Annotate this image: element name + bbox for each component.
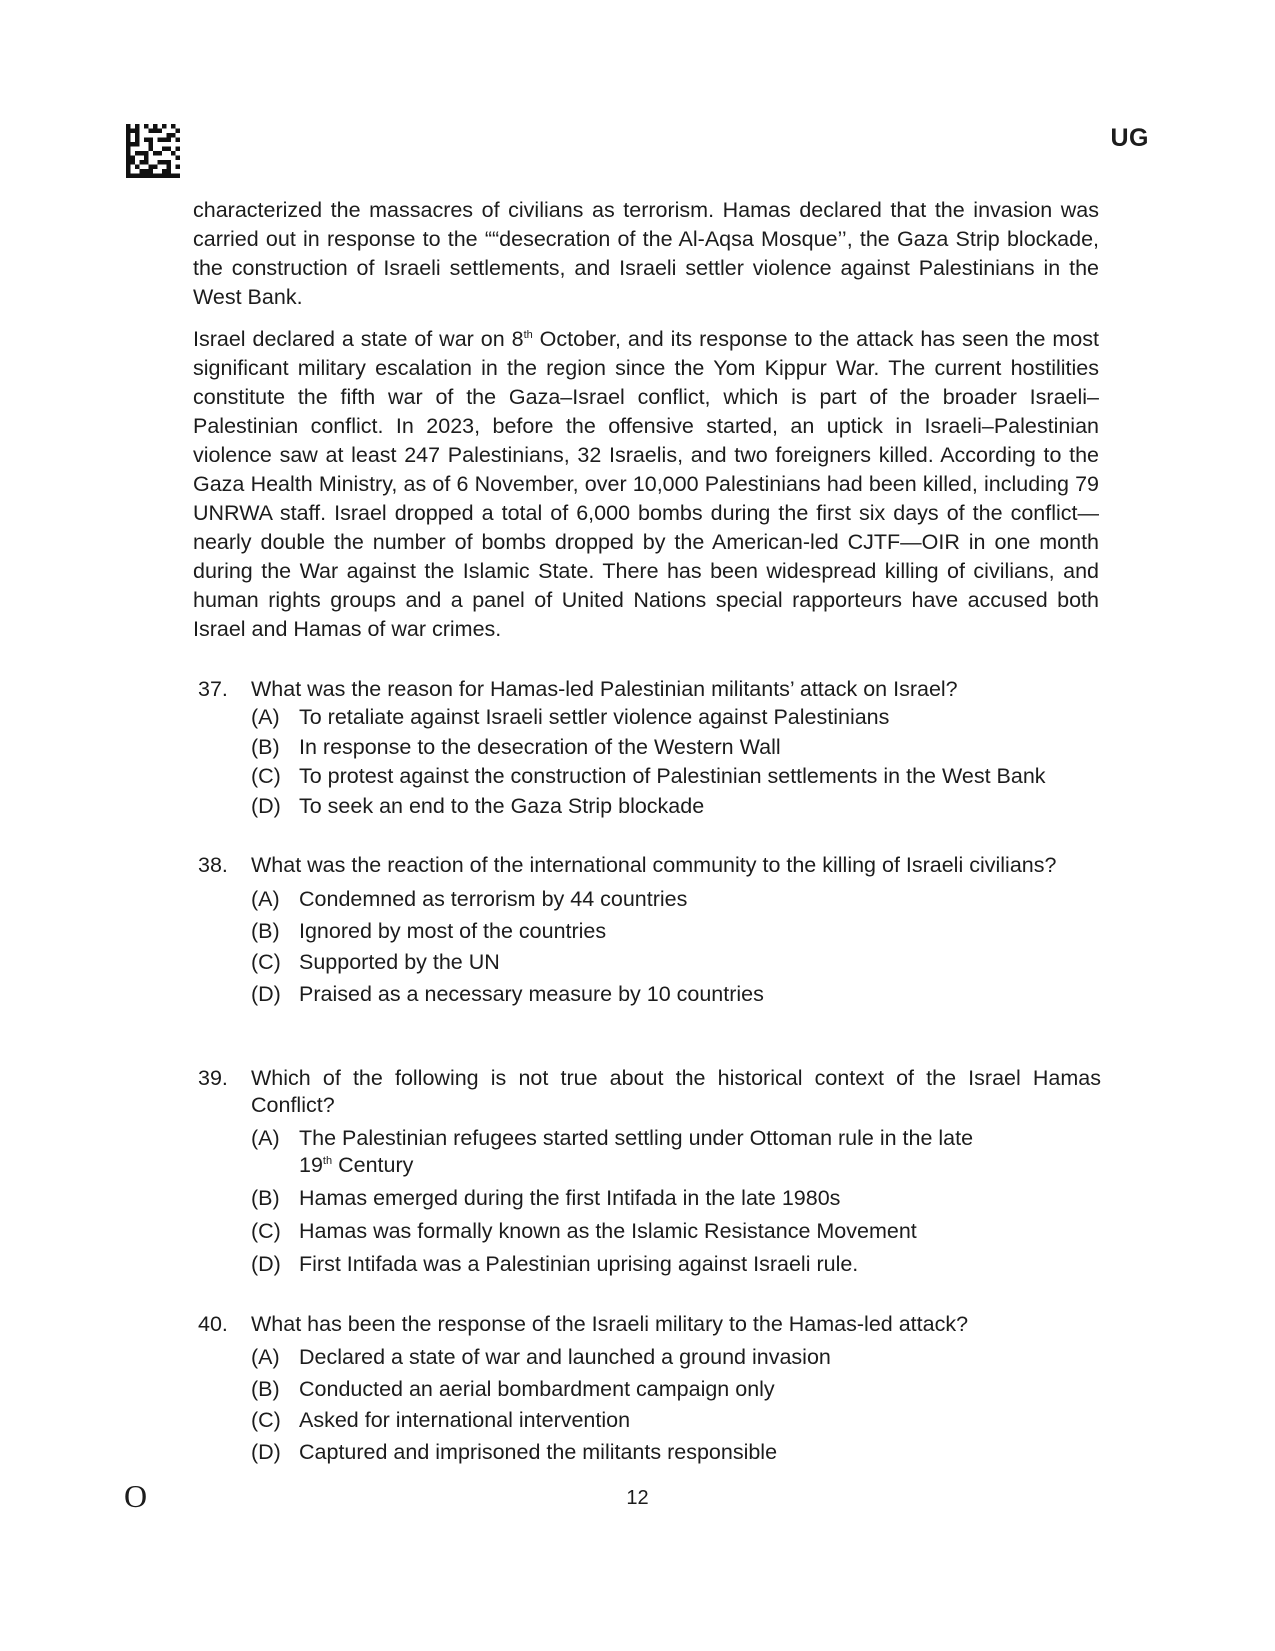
series-code: UG — [1110, 124, 1149, 152]
option-text: Hamas emerged during the first Intifada in the late 1980s — [299, 1186, 841, 1210]
option-letter: (D) — [251, 1439, 281, 1464]
option-text: Declared a state of war and launched a ground invasion — [299, 1345, 831, 1369]
option-letter: (A) — [251, 705, 280, 729]
option-a — [251, 1342, 1101, 1374]
option-text-line: 19 — [299, 1153, 323, 1177]
question-38 — [198, 852, 1101, 1010]
option-text: First Intifada was a Palestinian uprising against Israeli rule. — [299, 1252, 859, 1276]
booklet-code: O — [124, 1478, 148, 1514]
question-number: 40. — [198, 1312, 228, 1336]
option-letter: (B) — [251, 918, 280, 943]
passage-paragraph — [193, 325, 1099, 644]
option-c — [251, 1218, 1101, 1245]
question-number: 39. — [198, 1066, 228, 1090]
option-letter: (A) — [251, 1126, 280, 1150]
option-letter: (B) — [251, 734, 280, 759]
option-d — [251, 1251, 1101, 1278]
option-text: To protest against the construction of Palestinian settlements in the West Bank — [299, 764, 1046, 788]
question-number: 37. — [198, 677, 228, 701]
option-letter: (B) — [251, 1186, 280, 1210]
option-letter: (D) — [251, 793, 281, 818]
option-text-line: The Palestinian refugees started settling under Ottoman rule in the late — [299, 1126, 974, 1150]
option-text: To seek an end to the Gaza Strip blockade — [299, 793, 705, 818]
option-letter: (D) — [251, 981, 281, 1006]
option-text: To retaliate against Israeli settler violence against Palestinians — [299, 705, 890, 729]
option-text: Ignored by most of the countries — [299, 918, 607, 943]
passage-text: October, and its response to the attack has seen the most significant military escalation in the region since the Yom Kippur War. The current hostilities constitute the fifth war of the Gaza–Israel conflict, which is part of the broader Israeli–Palestinian conflict. In 2023, before the offensive started, an uptick in Israeli–Palestinian violence saw at least 247 Palestinians, 32 Israelis, and two foreigners killed. According to the Gaza Health Ministry, as of 6 November, over 10,000 Palestinians had been killed, including 79 UNRWA staff. Israel dropped a total of 6,000 bombs during the first six days of the conflict—nearly double the number of bombs dropped by the American-led CJTF—OIR in one month during the War against the Islamic State. There has been widespread killing of civilians, and human rights groups and a panel of United Nations special rapporteurs have accused both Israel and Hamas of war crimes. — [193, 327, 1099, 641]
question-text: What was the reaction of the international community to the killing of Israeli civilians? — [251, 853, 1057, 877]
option-c — [251, 762, 1101, 792]
ordinal-suffix: th — [523, 328, 533, 341]
ordinal-suffix: th — [322, 1154, 333, 1167]
question-text: Which of the following is not true about the historical context of the Israel Hamas Conflict? — [251, 1066, 1101, 1117]
option-a — [251, 1125, 1101, 1179]
passage-paragraph: characterized the massacres of civilians as terrorism. Hamas declared that the invasion was carried out in response to the ““desecration of the Al-Aqsa Mosque’’, the Gaza Strip blockade, the construction of Israeli settlements, and Israeli settler violence against Palestinians in the West Bank. — [193, 198, 1099, 309]
option-a — [251, 703, 1101, 733]
option-text-line: Century — [332, 1153, 414, 1177]
option-list — [198, 1125, 1101, 1278]
page-number: 12 — [626, 1487, 649, 1509]
question-number: 38. — [198, 853, 228, 877]
option-b — [251, 733, 1101, 763]
datamatrix-code-icon — [126, 124, 180, 178]
option-b — [251, 1374, 1101, 1406]
option-list — [198, 884, 1101, 1010]
option-text: In response to the desecration of the Western Wall — [299, 734, 781, 759]
option-text — [299, 1125, 1101, 1179]
option-text: Captured and imprisoned the militants responsible — [299, 1439, 778, 1464]
option-text: Conducted an aerial bombardment campaign only — [299, 1376, 775, 1401]
option-list — [198, 703, 1101, 821]
option-text: Condemned as terrorism by 44 countries — [299, 887, 688, 911]
option-text: Hamas was formally known as the Islamic Resistance Movement — [299, 1219, 917, 1243]
option-b — [251, 1185, 1101, 1212]
option-letter: (B) — [251, 1376, 280, 1401]
option-c — [251, 947, 1101, 979]
option-letter: (D) — [251, 1252, 281, 1276]
option-a — [251, 884, 1101, 916]
question-39 — [198, 1065, 1101, 1284]
option-text: Supported by the UN — [299, 950, 500, 974]
option-letter: (C) — [251, 1219, 281, 1243]
option-letter: (C) — [251, 1408, 281, 1432]
option-d — [251, 792, 1101, 822]
option-list — [198, 1342, 1101, 1468]
option-letter: (A) — [251, 1345, 280, 1369]
option-text: Asked for international intervention — [299, 1408, 631, 1432]
option-letter: (A) — [251, 887, 280, 911]
question-text: What was the reason for Hamas-led Palestinian militants’ attack on Israel? — [251, 677, 958, 701]
option-d — [251, 1437, 1101, 1469]
option-c — [251, 1405, 1101, 1437]
question-37 — [198, 676, 1101, 821]
option-letter: (C) — [251, 950, 281, 974]
passage-text: Israel declared a state of war on 8 — [193, 327, 524, 351]
option-text: Praised as a necessary measure by 10 countries — [299, 981, 764, 1006]
option-b — [251, 916, 1101, 948]
question-text: What has been the response of the Israeli military to the Hamas-led attack? — [251, 1312, 969, 1336]
option-d — [251, 979, 1101, 1011]
question-40 — [198, 1311, 1101, 1468]
option-letter: (C) — [251, 764, 281, 788]
